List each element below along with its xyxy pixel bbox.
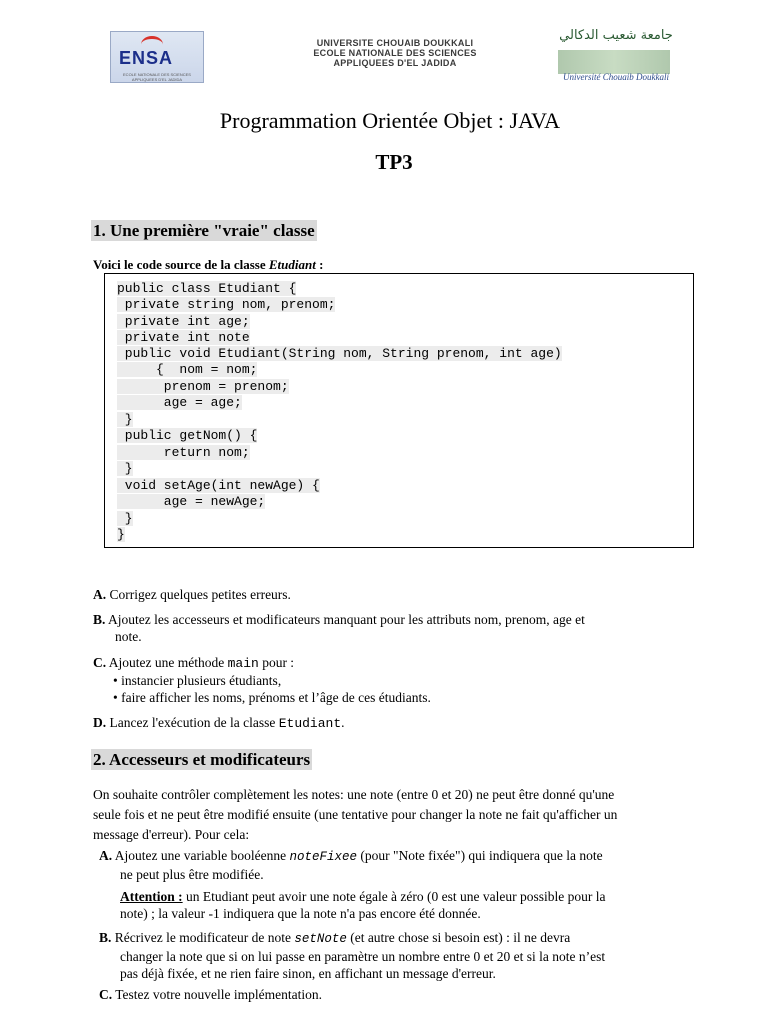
item-label: B. xyxy=(99,930,112,945)
item-label: A. xyxy=(93,587,107,602)
section-1-heading-wrap xyxy=(91,221,317,241)
paragraph-line: seule fois et ne peut être modifié ensuite (une tentative pour changer la note ne fait qu'afficher un xyxy=(93,807,618,822)
attention-text: un Etudiant peut avoir une note égale à zéro (0 est une valeur possible pour la xyxy=(182,889,606,904)
item-text: (pour "Note fixée") qui indiquera que la note xyxy=(356,848,603,863)
ensa-logo xyxy=(110,31,204,83)
exercise-2b xyxy=(99,929,699,982)
university-header xyxy=(250,38,540,68)
code-line: private int note xyxy=(117,330,250,345)
ensa-logo-text: ENSA xyxy=(119,48,174,68)
code-line: return nom; xyxy=(117,445,250,460)
university-line: APPLIQUEES D'EL JADIDA xyxy=(333,58,457,68)
item-text: Ajoutez les accesseurs et modificateurs manquant pour les attributs nom, prenom, age et xyxy=(105,612,585,627)
item-label: B. xyxy=(93,612,106,627)
university-line: UNIVERSITE CHOUAIB DOUKKALI xyxy=(316,38,474,48)
inline-code-setnote: setNote xyxy=(294,932,347,946)
intro-suffix: : xyxy=(315,257,324,272)
university-line: ECOLE NATIONALE DES SCIENCES xyxy=(313,48,477,58)
code-line: } xyxy=(117,527,125,542)
item-text: Ajoutez une méthode xyxy=(106,655,228,670)
item-text: Lancez l'exécution de la classe xyxy=(106,715,279,730)
item-text: Ajoutez une variable booléenne xyxy=(112,848,290,863)
inline-code-notefixee: noteFixee xyxy=(289,850,357,864)
code-line: age = age; xyxy=(117,395,242,410)
code-line: } xyxy=(117,511,133,526)
item-text: Corrigez quelques petites erreurs. xyxy=(106,587,291,602)
item-text-continued: pas déjà fixée, et ne rien faire sinon, en affichant un message d'erreur. xyxy=(120,966,496,981)
item-text-continued: changer la note que si on lui passe en paramètre un nombre entre 0 et 20 et si la note n’est xyxy=(120,949,606,964)
ensa-logo-subtitle: ECOLE NATIONALE DES SCIENCES APPLIQUEES D'EL JADIDA xyxy=(123,72,191,82)
section-1-intro xyxy=(93,257,323,273)
inline-code-main: main xyxy=(227,656,259,671)
code-line: age = newAge; xyxy=(117,494,266,509)
ucd-logo-arabic: جامعة شعيب الدكالي xyxy=(559,28,673,43)
section-2-heading: 2. Accesseurs et modificateurs xyxy=(93,750,311,769)
paragraph-line: message d'erreur). Pour cela: xyxy=(93,827,250,842)
attention-note xyxy=(120,888,680,922)
ucd-logo-graphic xyxy=(558,50,670,74)
code-block xyxy=(104,273,694,548)
code-line: private string nom, prenom; xyxy=(117,297,336,312)
exercise-1a xyxy=(93,586,291,603)
section-1-heading: 1. Une première "vraie" classe xyxy=(93,221,315,240)
bullet-item: • instancier plusieurs étudiants, xyxy=(113,673,282,688)
paragraph-line: On souhaite contrôler complètement les notes: une note (entre 0 et 20) ne peut être donné qu'une xyxy=(93,787,615,802)
item-label: C. xyxy=(93,655,107,670)
item-label: A. xyxy=(99,848,113,863)
code-line: { nom = nom; xyxy=(117,362,258,377)
code-line: private int age; xyxy=(117,314,250,329)
bullet-item: • faire afficher les noms, prénoms et l’âge de ces étudiants. xyxy=(113,690,431,705)
exercise-2c xyxy=(99,986,322,1003)
item-text: (et autre chose si besoin est) : il ne devra xyxy=(346,930,571,945)
item-label: D. xyxy=(93,715,107,730)
section-2-paragraph xyxy=(93,785,699,845)
code-line: public class Etudiant { xyxy=(117,281,297,296)
exercise-2a xyxy=(99,847,699,883)
exercise-1b xyxy=(93,611,693,645)
document-subtitle: TP3 xyxy=(375,150,413,174)
item-label: C. xyxy=(99,987,113,1002)
item-text-continued: ne peut plus être modifiée. xyxy=(120,867,264,882)
code-line: public getNom() { xyxy=(117,428,258,443)
section-2-heading-wrap xyxy=(91,750,312,770)
inline-code-etudiant: Etudiant xyxy=(278,716,342,731)
code-line: } xyxy=(117,412,133,427)
code-line: } xyxy=(117,461,133,476)
ucd-logo-latin: Université Chouaib Doukkali xyxy=(563,72,669,82)
item-text-continued: note. xyxy=(115,629,142,644)
ucd-logo xyxy=(548,28,678,84)
exercise-1c xyxy=(93,654,693,706)
item-text: pour : xyxy=(258,655,295,670)
attention-text-continued: note) ; la valeur -1 indiquera que la note n'a pas encore été donnée. xyxy=(120,906,481,921)
code-line: void setAge(int newAge) { xyxy=(117,478,320,493)
code-line: public void Etudiant(String nom, String prenom, int age) xyxy=(117,346,562,361)
item-text: Testez votre nouvelle implémentation. xyxy=(112,987,322,1002)
intro-class-name: Etudiant xyxy=(268,257,316,272)
attention-label: Attention : xyxy=(120,889,183,904)
document-title: Programmation Orientée Objet : JAVA xyxy=(219,108,561,133)
code-line: prenom = prenom; xyxy=(117,379,289,394)
item-text: Récrivez le modificateur de note xyxy=(111,930,295,945)
exercise-1d: D. Lancez l'exécution de la classe Etudiant. xyxy=(93,715,345,731)
intro-prefix: Voici le code source de la classe xyxy=(93,257,269,272)
